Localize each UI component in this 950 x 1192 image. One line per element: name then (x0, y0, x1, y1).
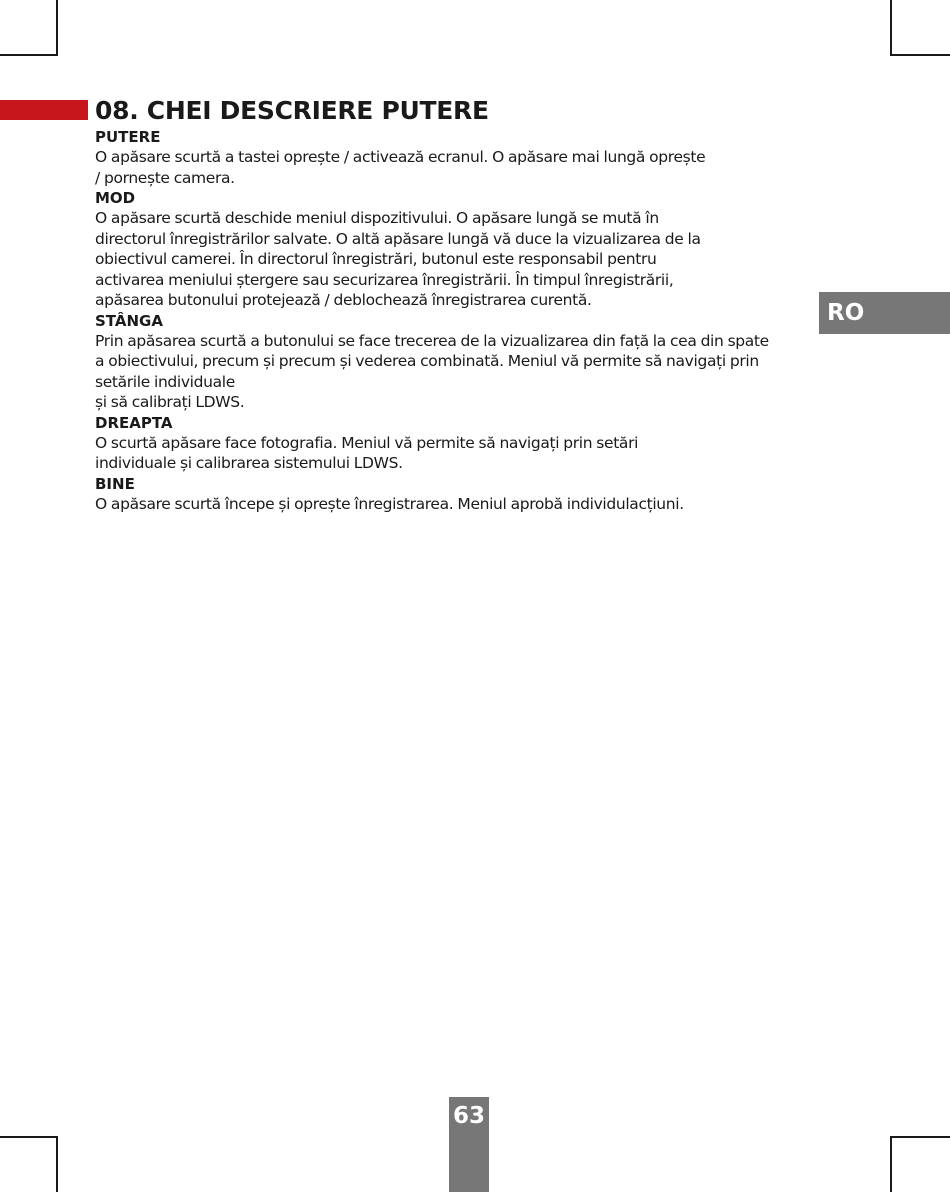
section-heading: MOD (95, 189, 136, 207)
section-heading: PUTERE (95, 128, 161, 146)
text-line: O apăsare scurtă deschide meniul dispozitivului. O apăsare lungă se mută în (95, 209, 659, 227)
text-line: și să calibrați LDWS. (95, 393, 245, 411)
section-putere (95, 127, 865, 188)
crop-mark-bottom-right-horizontal (890, 1136, 950, 1138)
text-line: individuale și calibrarea sistemului LDWS. (95, 454, 403, 472)
section-bine (95, 474, 865, 515)
text-line: apăsarea butonului protejează / deblochează înregistrarea curentă. (95, 291, 592, 309)
page-number: 63 (452, 1103, 485, 1129)
crop-mark-top-left-vertical (56, 0, 58, 56)
section-body (95, 331, 865, 413)
text-line: O apăsare scurtă a tastei oprește / activează ecranul. O apăsare mai lungă oprește (95, 148, 706, 166)
text-line: O scurtă apăsare face fotografia. Meniul vă permite să navigați prin setări (95, 433, 639, 452)
crop-mark-top-right-vertical (890, 0, 892, 56)
section-dreapta (95, 413, 865, 474)
section-heading: STÂNGA (95, 311, 163, 330)
text-line: obiectivul camerei. În directorul înregistrări, butonul este responsabil pentru (95, 250, 657, 268)
crop-mark-bottom-right-vertical (890, 1136, 892, 1192)
section-body (95, 433, 865, 474)
section-body (95, 208, 865, 311)
section-accent-bar (0, 100, 88, 120)
page-title: 08. CHEI DESCRIERE PUTERE (95, 96, 489, 125)
section-heading: BINE (95, 474, 135, 493)
text-line: / pornește camera. (95, 168, 235, 187)
text-line: O apăsare scurtă începe și oprește înregistrarea. Meniul aprobă individulacțiuni. (95, 494, 684, 513)
crop-mark-top-right-horizontal (890, 54, 950, 56)
text-line: directorul înregistrărilor salvate. O altă apăsare lungă vă duce la vizualizarea de la (95, 229, 701, 248)
text-line: a obiectivului, precum și precum și vederea combinată. Meniul vă permite să navigați prin (95, 352, 759, 370)
crop-mark-top-left-horizontal (0, 54, 58, 56)
section-body (95, 494, 865, 515)
crop-mark-bottom-left-vertical (56, 1136, 58, 1192)
language-label: RO (827, 300, 865, 326)
text-line: setările individuale (95, 372, 235, 391)
section-list (95, 127, 865, 514)
page-number-tab (449, 1097, 489, 1192)
section-stanga (95, 311, 865, 413)
section-body (95, 147, 865, 188)
language-tab (819, 292, 950, 334)
text-line: activarea meniului ștergere sau securizarea înregistrării. În timpul înregistrării, (95, 270, 674, 289)
section-heading: DREAPTA (95, 413, 173, 432)
crop-mark-bottom-left-horizontal (0, 1136, 58, 1138)
text-line: Prin apăsarea scurtă a butonului se face trecerea de la vizualizarea din față la cea din spate (95, 331, 769, 350)
section-mod (95, 188, 865, 311)
